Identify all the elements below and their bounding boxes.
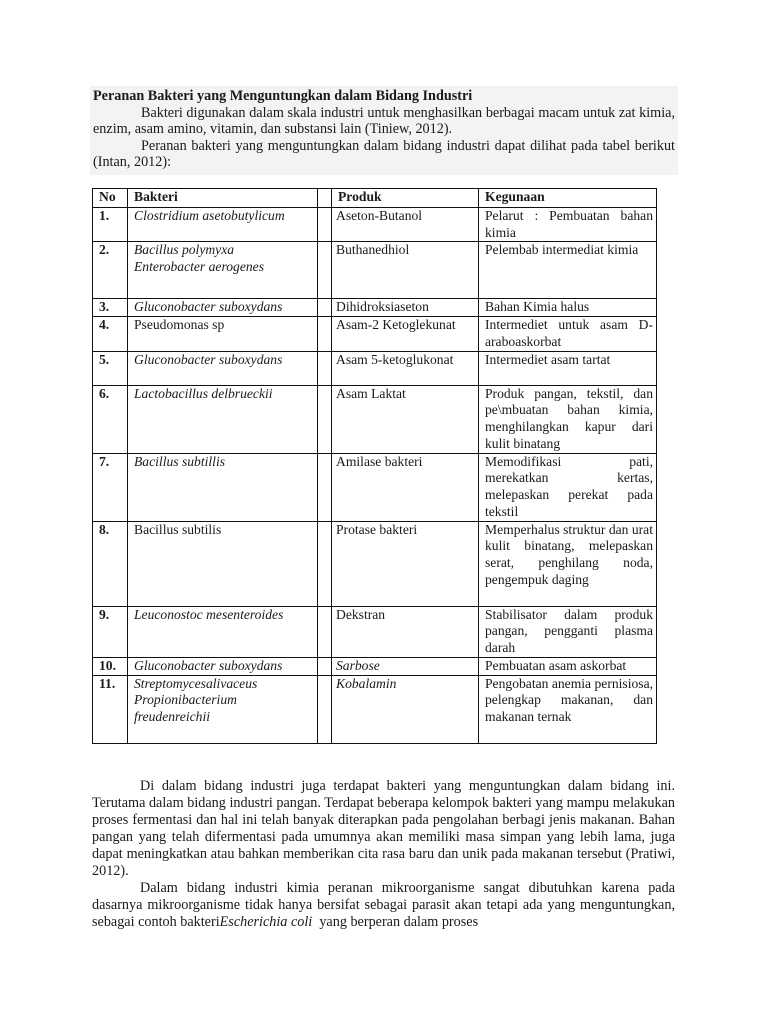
row-bakteri: Bacillus subtillis (128, 453, 318, 521)
row-no: 1. (93, 208, 128, 242)
row-produk: Kobalamin (332, 675, 479, 743)
row-kegunaan: Produk pangan, tekstil, dan pe\mbuatan bahan kimia, menghilangkan kapur dari kulit binatang (479, 385, 657, 453)
header-kegunaan: Kegunaan (479, 189, 657, 208)
bakteri-line-2: Enterobacter aerogenes (134, 259, 264, 275)
row-produk: Dihidroksiaseton (332, 299, 479, 317)
row-kegunaan: Pelarut : Pembuatan bahan kimia (479, 208, 657, 242)
row-spacer (318, 299, 332, 317)
row-kegunaan: Pengobatan anemia pernisiosa, pelengkap makanan, dan makanan ternak (479, 675, 657, 743)
row-no: 6. (93, 385, 128, 453)
row-spacer (318, 606, 332, 657)
row-spacer (318, 453, 332, 521)
body-paragraph-2-end: yang berperan dalam proses (312, 914, 479, 930)
row-no: 7. (93, 453, 128, 521)
row-kegunaan: Intermediet asam tartat (479, 351, 657, 385)
bacteria-table (92, 188, 657, 744)
row-spacer (318, 385, 332, 453)
row-kegunaan: Memodifikasi pati, merekatkan kertas, melepaskan perekat pada tekstil (479, 453, 657, 521)
intro-section (90, 86, 678, 175)
table-row (93, 208, 657, 242)
row-produk: Amilase bakteri (332, 453, 479, 521)
row-no: 5. (93, 351, 128, 385)
row-bakteri (128, 242, 318, 299)
row-produk: Buthanedhiol (332, 242, 479, 299)
table-row (93, 606, 657, 657)
row-bakteri: Gluconobacter suboxydans (128, 657, 318, 675)
header-no: No (93, 189, 128, 208)
body-section (92, 778, 675, 931)
table-row (93, 657, 657, 675)
table-row (93, 385, 657, 453)
row-produk: Aseton-Butanol (332, 208, 479, 242)
header-bakteri: Bakteri (128, 189, 318, 208)
row-bakteri: Leuconostoc mesenteroides (128, 606, 318, 657)
row-produk: Dekstran (332, 606, 479, 657)
row-spacer (318, 317, 332, 351)
body-paragraph-2 (92, 880, 675, 931)
row-spacer (318, 657, 332, 675)
table-row (93, 521, 657, 606)
row-no: 10. (93, 657, 128, 675)
intro-paragraph-1: Bakteri digunakan dalam skala industri untuk menghasilkan berbagai macam untuk zat kimia, enzim, asam amino, vitamin, dan substansi lain (Tiniew, 2012). (93, 104, 675, 137)
row-bakteri: Gluconobacter suboxydans (128, 299, 318, 317)
row-bakteri: Clostridium asetobutylicum (128, 208, 318, 242)
bakteri-line-1: Streptomycesalivaceus (134, 675, 258, 691)
row-produk: Protase bakteri (332, 521, 479, 606)
bakteri-line-1: Bacillus polymyxa (134, 242, 235, 258)
row-spacer (318, 242, 332, 299)
intro-paragraph-2: Peranan bakteri yang menguntungkan dalam bidang industri dapat dilihat pada tabel berikut (Intan, 2012): (93, 137, 675, 170)
row-produk: Asam-2 Ketoglekunat (332, 317, 479, 351)
row-no: 2. (93, 242, 128, 299)
table-row (93, 675, 657, 743)
row-spacer (318, 675, 332, 743)
table-row (93, 299, 657, 317)
row-no: 9. (93, 606, 128, 657)
row-produk: Asam 5-ketoglukonat (332, 351, 479, 385)
row-bakteri: Pseudomonas sp (128, 317, 318, 351)
row-spacer (318, 208, 332, 242)
row-no: 4. (93, 317, 128, 351)
table-row (93, 242, 657, 299)
row-bakteri: Bacillus subtilis (128, 521, 318, 606)
row-no: 3. (93, 299, 128, 317)
row-kegunaan: Pelembab intermediat kimia (479, 242, 657, 299)
row-kegunaan: Intermediet untuk asam D-araboaskorbat (479, 317, 657, 351)
header-produk: Produk (332, 189, 479, 208)
row-kegunaan: Pembuatan asam askorbat (479, 657, 657, 675)
row-kegunaan: Bahan Kimia halus (479, 299, 657, 317)
table-header-row (93, 189, 657, 208)
table-row (93, 351, 657, 385)
body-paragraph-2-start: Dalam bidang industri kimia peranan mikroorganisme sangat dibutuhkan karena pada dasarnya mikroorganisme tidak hanya bersifat sebagai parasit akan tetapi ada yang menguntungkan, sebagai contoh bakteri (92, 880, 675, 930)
row-spacer (318, 521, 332, 606)
table-row (93, 453, 657, 521)
body-paragraph-1: Di dalam bidang industri juga terdapat bakteri yang menguntungkan dalam bidang ini. Terutama dalam bidang industri pangan. Terdapat beberapa kelompok bakteri yang mampu melakukan proses fermentasi dan hal ini telah banyak diterapkan pada pengolahan berbagi jenis makanan. Bahan pangan yang telah difermentasi pada umumnya akan memiliki masa simpan yang lebih lama, juga dapat meningkatkan atau bahkan memberikan cita rasa baru dan unik pada makanan tersebut (Pratiwi, 2012). (92, 778, 675, 879)
header-spacer (318, 189, 332, 208)
row-no: 11. (93, 675, 128, 743)
section-title: Peranan Bakteri yang Menguntungkan dalam Bidang Industri (93, 88, 473, 104)
row-produk: Sarbose (332, 657, 479, 675)
row-bakteri (128, 675, 318, 743)
row-kegunaan: Memperhalus struktur dan urat kulit binatang, melepaskan serat, penghilang noda, pengempuk daging (479, 521, 657, 606)
row-bakteri: Gluconobacter suboxydans (128, 351, 318, 385)
row-kegunaan: Stabilisator dalam produk pangan, pengganti plasma darah (479, 606, 657, 657)
body-paragraph-2-italic: Escherichia coli (219, 914, 313, 930)
row-bakteri: Lactobacillus delbrueckii (128, 385, 318, 453)
table-row (93, 317, 657, 351)
bakteri-line-2: Propionibacterium freudenreichii (134, 692, 237, 725)
row-produk: Asam Laktat (332, 385, 479, 453)
row-spacer (318, 351, 332, 385)
row-no: 8. (93, 521, 128, 606)
